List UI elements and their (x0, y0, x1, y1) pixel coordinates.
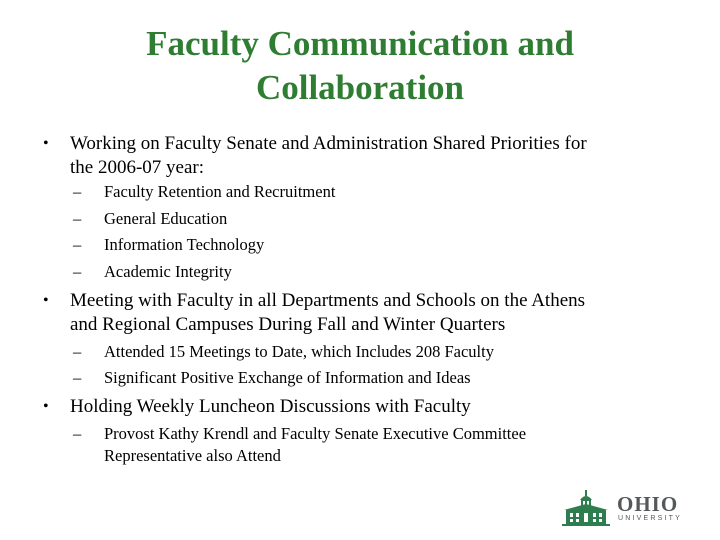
bullet-1-subitem-2 (73, 208, 694, 230)
dash-marker: – (73, 424, 82, 443)
bullet-3 (43, 395, 690, 419)
bullet-1-subitem-1 (73, 181, 694, 203)
dash-marker: – (73, 342, 82, 361)
bullet-dot: • (43, 398, 49, 415)
bullet-2-line2: and Regional Campuses During Fall and Winter Quarters (70, 314, 506, 335)
logo-wordmark: OHIO (617, 492, 679, 516)
slide-title (0, 22, 720, 110)
subitem-text-line1: Provost Kathy Krendl and Faculty Senate Executive Committee (104, 424, 527, 443)
bullet-3-subitem-1 (73, 423, 694, 467)
bullet-2-subitem-1 (73, 341, 694, 363)
bullet-2 (43, 289, 690, 337)
slide-title-line2: Collaboration (255, 68, 465, 107)
dash-marker: – (73, 209, 82, 228)
bullet-1-subitem-4 (73, 261, 694, 283)
bullet-1-subitem-3 (73, 234, 694, 256)
dash-marker: – (73, 368, 82, 387)
subitem-text: Significant Positive Exchange of Information and Ideas (104, 368, 471, 387)
dash-marker: – (73, 235, 82, 254)
bullet-3-line1: Holding Weekly Luncheon Discussions with Faculty (70, 396, 471, 417)
subitem-text: Faculty Retention and Recruitment (104, 182, 336, 201)
bullet-dot: • (43, 292, 49, 309)
subitem-text: Attended 15 Meetings to Date, which Includes 208 Faculty (104, 342, 494, 361)
slide-title-line1: Faculty Communication and (146, 24, 574, 63)
subitem-text-line2: Representative also Attend (104, 446, 281, 465)
cupola-building-icon (560, 488, 614, 528)
subitem-text: Academic Integrity (104, 262, 232, 281)
dash-marker: – (73, 182, 82, 201)
bullet-1 (43, 132, 690, 180)
subitem-text: General Education (104, 209, 228, 228)
bullet-1-line1: Working on Faculty Senate and Administration Shared Priorities for (70, 133, 587, 154)
subitem-text: Information Technology (104, 235, 265, 254)
ohio-university-logo (560, 488, 690, 528)
logo-subword: UNIVERSITY (618, 515, 683, 522)
bullet-2-line1: Meeting with Faculty in all Departments and Schools on the Athens (70, 290, 586, 311)
bullet-2-subitem-2 (73, 367, 694, 389)
bullet-dot: • (43, 135, 49, 152)
dash-marker: – (73, 262, 82, 281)
bullet-1-line2: the 2006-07 year: (70, 157, 205, 178)
